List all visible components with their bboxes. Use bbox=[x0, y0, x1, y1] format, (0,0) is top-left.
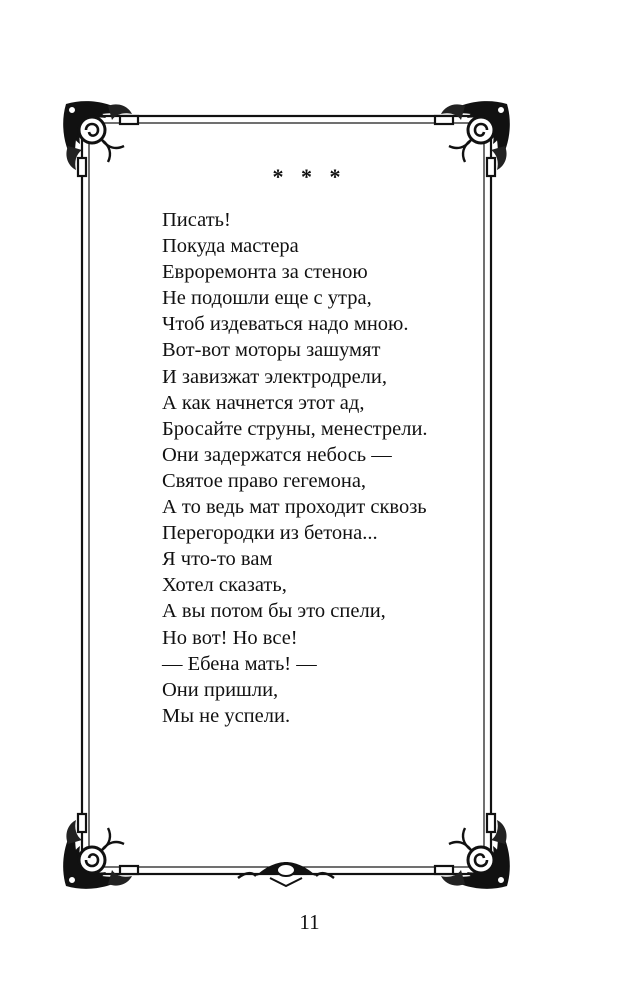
poem-line: Покуда мастера bbox=[162, 235, 299, 258]
section-separator: * * * bbox=[272, 164, 347, 189]
ornamental-scroll-corner-icon bbox=[63, 814, 138, 889]
poem-line: Вот-вот моторы зашумят bbox=[162, 339, 381, 362]
poem-line: Перегородки из бетона... bbox=[162, 522, 378, 545]
poem-line: А как начнется этот ад, bbox=[162, 391, 365, 414]
poem-text bbox=[162, 207, 428, 729]
poem-line: Но вот! Но все! bbox=[162, 626, 298, 649]
poem-line: А то ведь мат проходит сквозь bbox=[162, 496, 427, 519]
poem-line: Они задержатся небось — bbox=[162, 443, 392, 466]
ornamental-crest-icon bbox=[238, 862, 334, 886]
poem-line: Евроремонта за стеною bbox=[162, 261, 368, 284]
poem-line: Они пришли, bbox=[162, 678, 279, 701]
poem-line: — Ебена мать! — bbox=[162, 652, 317, 675]
poem-line: Писать! bbox=[162, 209, 231, 231]
poem-line: Чтоб издеваться надо мною. bbox=[162, 313, 409, 336]
poem-line: А вы потом бы это спели, bbox=[162, 600, 386, 623]
poem-line: Бросайте струны, менестрели. bbox=[162, 417, 428, 440]
poem-line: Святое право гегемона, bbox=[162, 469, 367, 492]
poem-line: И завизжат электродрели, bbox=[162, 365, 387, 388]
ornamental-scroll-corner-icon bbox=[435, 814, 510, 889]
page-number: 11 bbox=[299, 910, 320, 934]
poem-line: Не подошли еще с утра, bbox=[162, 287, 372, 310]
ornamental-scroll-corner-icon bbox=[435, 101, 510, 176]
poem-line: Я что-то вам bbox=[162, 548, 273, 571]
poem-line: Мы не успели. bbox=[162, 704, 291, 727]
poem-line: Хотел сказать, bbox=[162, 574, 287, 597]
ornamental-scroll-corner-icon bbox=[63, 101, 138, 176]
